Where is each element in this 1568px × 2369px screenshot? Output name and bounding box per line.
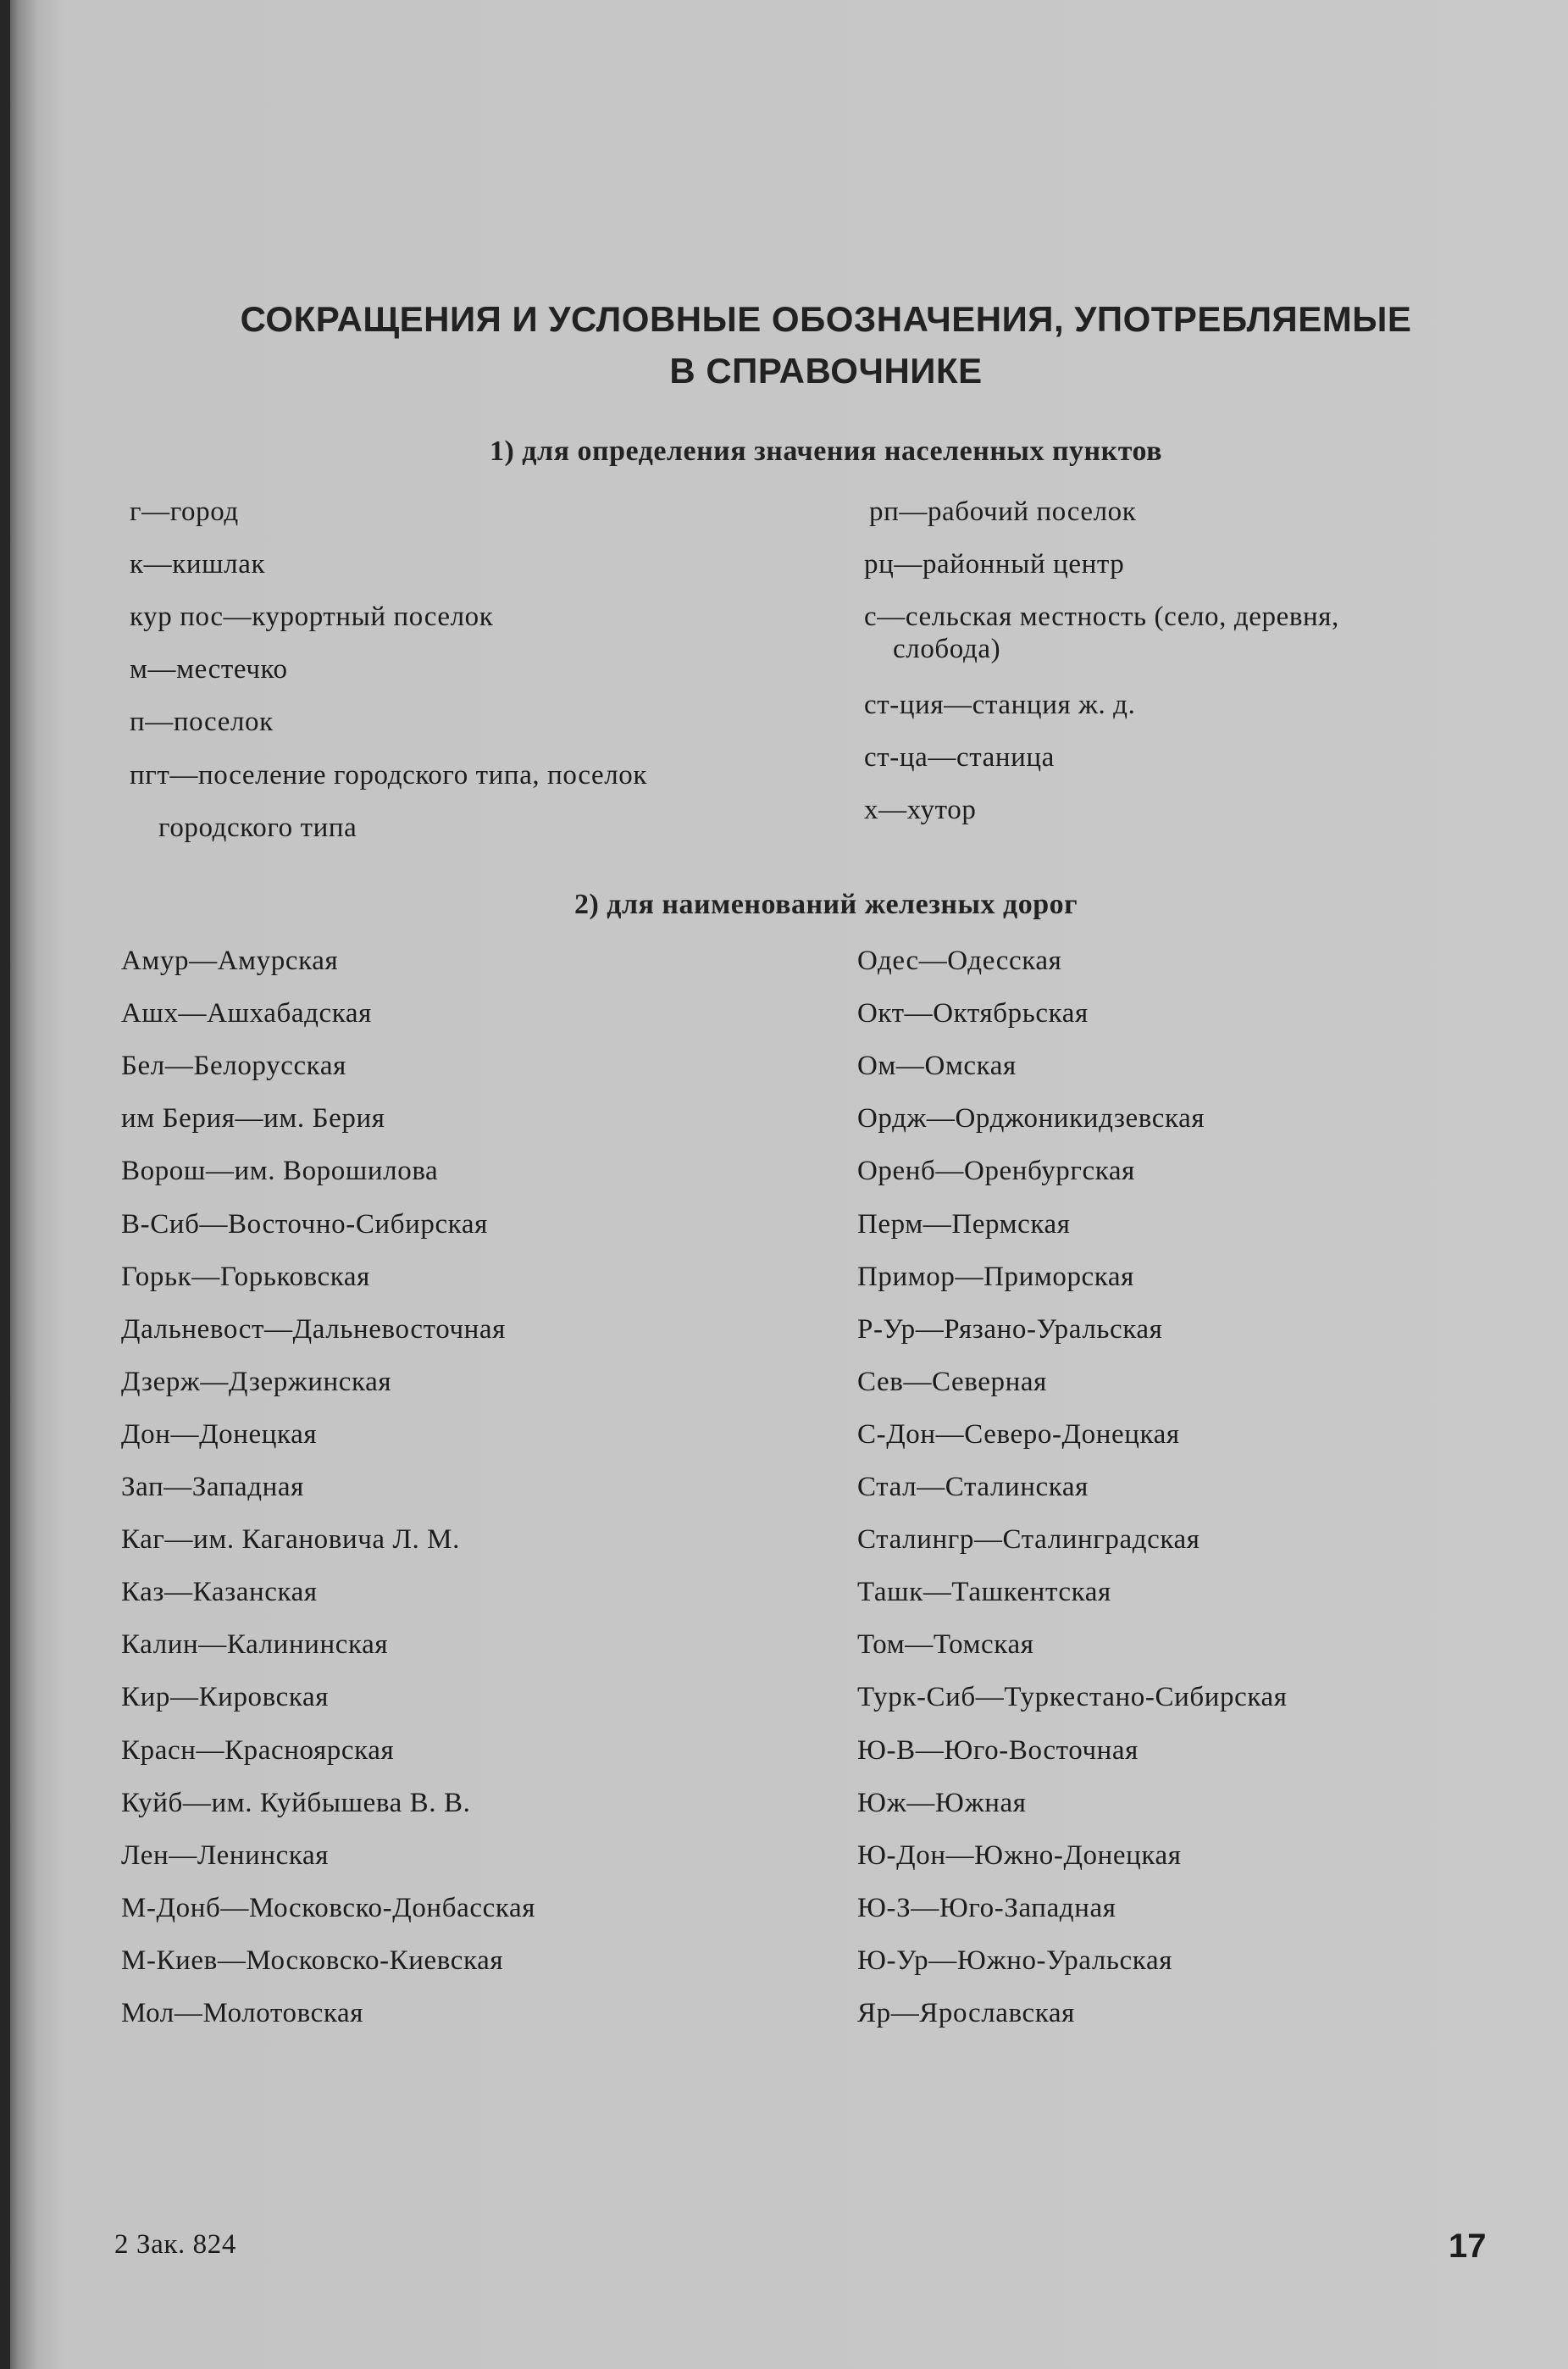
list-item: Ю-Ур—Южно-Уральская bbox=[857, 1945, 1172, 1976]
list-item: Оренб—Оренбургская bbox=[857, 1156, 1135, 1186]
page-number: 17 bbox=[1449, 2228, 1487, 2265]
list-item: Примор—Приморская bbox=[857, 1262, 1134, 1292]
list-item: Сев—Северная bbox=[857, 1367, 1047, 1397]
list-item: Красн—Красноярская bbox=[121, 1735, 395, 1766]
list-item: рц—районный центр bbox=[864, 549, 1125, 580]
list-item: Стал—Сталинская bbox=[857, 1472, 1089, 1502]
list-item: Калин—Калининская bbox=[121, 1629, 389, 1660]
list-item: В-Сиб—Восточно-Сибирская bbox=[121, 1209, 488, 1240]
list-item: Дзерж—Дзержинская bbox=[121, 1367, 392, 1397]
list-item: Яр—Ярославская bbox=[857, 1998, 1075, 2028]
list-item: Одес—Одесская bbox=[857, 946, 1062, 976]
list-item: Окт—Октябрьская bbox=[857, 998, 1089, 1029]
list-item: п—поселок bbox=[130, 707, 274, 737]
list-item-continuation: слобода) bbox=[893, 634, 1001, 664]
list-item: Ашх—Ашхабадская bbox=[121, 998, 372, 1029]
list-item: Ордж—Орджоникидзевская bbox=[857, 1103, 1205, 1134]
list-item: г—город bbox=[130, 497, 239, 527]
list-item: Мол—Молотовская bbox=[121, 1998, 364, 2028]
page-title-line2: В СПРАВОЧНИКЕ bbox=[669, 351, 983, 391]
list-item: с—сельская местность (село, деревня, bbox=[864, 602, 1339, 632]
binding-shadow bbox=[0, 0, 10, 2369]
list-item: Куйб—им. Куйбышева В. В. bbox=[121, 1788, 471, 1818]
list-item: Перм—Пермская bbox=[857, 1209, 1071, 1240]
list-item: х—хутор bbox=[864, 795, 977, 825]
list-item: ст-ция—станция ж. д. bbox=[864, 690, 1136, 720]
list-item: пгт—поселение городского типа, поселок bbox=[130, 760, 648, 791]
list-item: ст-ца—станица bbox=[864, 742, 1055, 773]
list-item: Р-Ур—Рязано-Уральская bbox=[857, 1314, 1163, 1345]
list-item: рп—рабочий поселок bbox=[869, 497, 1137, 527]
list-item: Ю-З—Юго-Западная bbox=[857, 1893, 1116, 1923]
list-item: Том—Томская bbox=[857, 1629, 1034, 1660]
list-item: к—кишлак bbox=[130, 549, 266, 580]
list-item: Амур—Амурская bbox=[121, 946, 339, 976]
list-item: Ом—Омская bbox=[857, 1051, 1017, 1081]
list-item: м—местечко bbox=[130, 654, 288, 685]
list-item-continuation: городского типа bbox=[158, 813, 357, 843]
list-item: Дон—Донецкая bbox=[121, 1419, 318, 1450]
section-heading-railways: 2) для наименований железных дорог bbox=[573, 889, 1078, 920]
list-item: Турк-Сиб—Туркестано-Сибирская bbox=[857, 1682, 1288, 1712]
list-item: Лен—Ленинская bbox=[121, 1840, 330, 1871]
list-item: Дальневост—Дальневосточная bbox=[121, 1314, 506, 1345]
page-title: СОКРАЩЕНИЯ И УСЛОВНЫЕ ОБОЗНАЧЕНИЯ, УПОТРЕБЛЯЕМЫЕ bbox=[240, 299, 1412, 339]
list-item: им Берия—им. Берия bbox=[121, 1103, 385, 1134]
list-item: кур пос—курортный поселок bbox=[130, 602, 494, 632]
list-item: М-Донб—Московско-Донбасская bbox=[121, 1893, 535, 1923]
list-item: Юж—Южная bbox=[857, 1788, 1027, 1818]
print-order-note: 2 Зак. 824 bbox=[114, 2229, 236, 2260]
list-item: Сталингр—Сталинградская bbox=[857, 1524, 1200, 1555]
section-heading-settlements: 1) для определения значения населенных пунктов bbox=[489, 436, 1162, 467]
list-item: М-Киев—Московско-Киевская bbox=[121, 1945, 504, 1976]
list-item: Ю-Дон—Южно-Донецкая bbox=[857, 1840, 1182, 1871]
list-item: Бел—Белорусская bbox=[121, 1051, 346, 1081]
list-item: Ворош—им. Ворошилова bbox=[121, 1156, 439, 1186]
list-item: Ю-В—Юго-Восточная bbox=[857, 1735, 1139, 1766]
list-item: Каг—им. Кагановича Л. М. bbox=[121, 1524, 460, 1555]
list-item: С-Дон—Северо-Донецкая bbox=[857, 1419, 1180, 1450]
list-item: Горьк—Горьковская bbox=[121, 1262, 370, 1292]
list-item: Зап—Западная bbox=[121, 1472, 304, 1502]
list-item: Кир—Кировская bbox=[121, 1682, 330, 1712]
list-item: Ташк—Ташкентская bbox=[857, 1577, 1111, 1607]
list-item: Каз—Казанская bbox=[121, 1577, 318, 1607]
